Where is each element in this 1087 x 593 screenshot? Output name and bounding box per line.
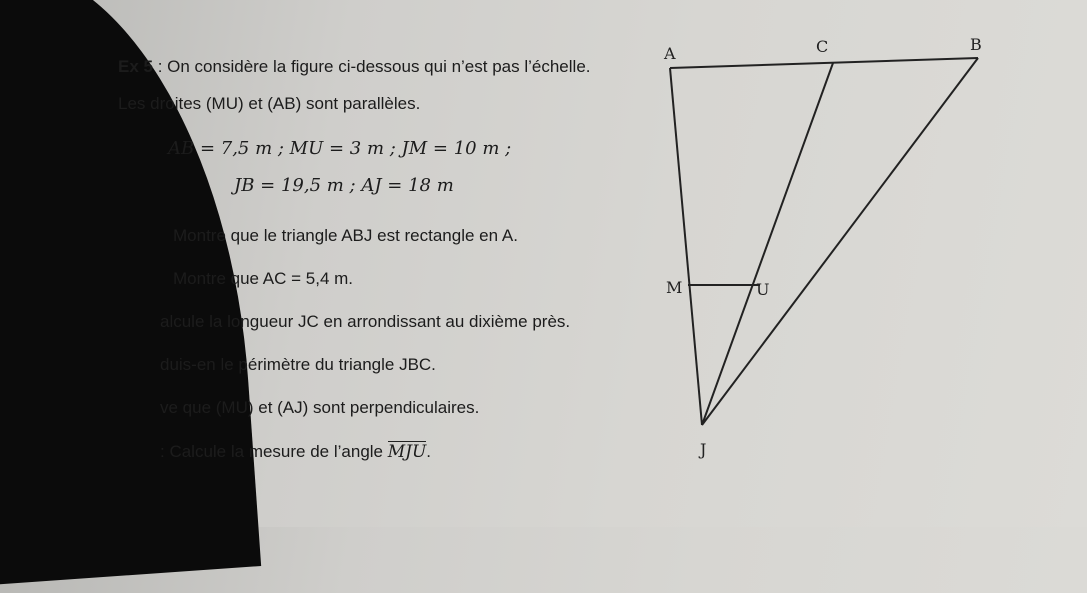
label-J: J	[700, 440, 707, 459]
segment-CJ	[702, 63, 833, 425]
angle-mju: MJU	[387, 442, 427, 462]
question-2: Montre que AC = 5,4 m.	[173, 269, 354, 288]
exercise-title: Ex 5 : On considère la figure ci-dessous qui n’est pas l’échelle.	[118, 57, 591, 76]
label-M: M	[666, 278, 683, 297]
question-6: : Calcule la mesure de l’angle MJU.	[160, 442, 432, 462]
label-U: U	[756, 280, 770, 299]
given-values-line-2: JB = 19,5 m ; AJ = 18 m	[234, 175, 454, 196]
given-values-line-1: AB = 7,5 m ; MU = 3 m ; JM = 10 m ;	[168, 138, 512, 159]
question-1: Montre que le triangle ABJ est rectangle en A.	[173, 226, 518, 245]
segment-AJ	[670, 68, 702, 425]
segment-AB	[670, 58, 978, 68]
label-A: A	[664, 44, 676, 63]
parallel-statement: Les droites (MU) et (AB) sont parallèles.	[118, 94, 421, 113]
question-3: alcule la longueur JC en arrondissant au dixième près.	[160, 312, 571, 331]
question-4: duis-en le périmètre du triangle JBC.	[160, 355, 436, 374]
label-C: C	[816, 37, 829, 56]
segment-BJ	[702, 58, 978, 425]
label-B: B	[970, 35, 982, 54]
question-5: ve que (MU) et (AJ) sont perpendiculaires.	[160, 398, 480, 417]
